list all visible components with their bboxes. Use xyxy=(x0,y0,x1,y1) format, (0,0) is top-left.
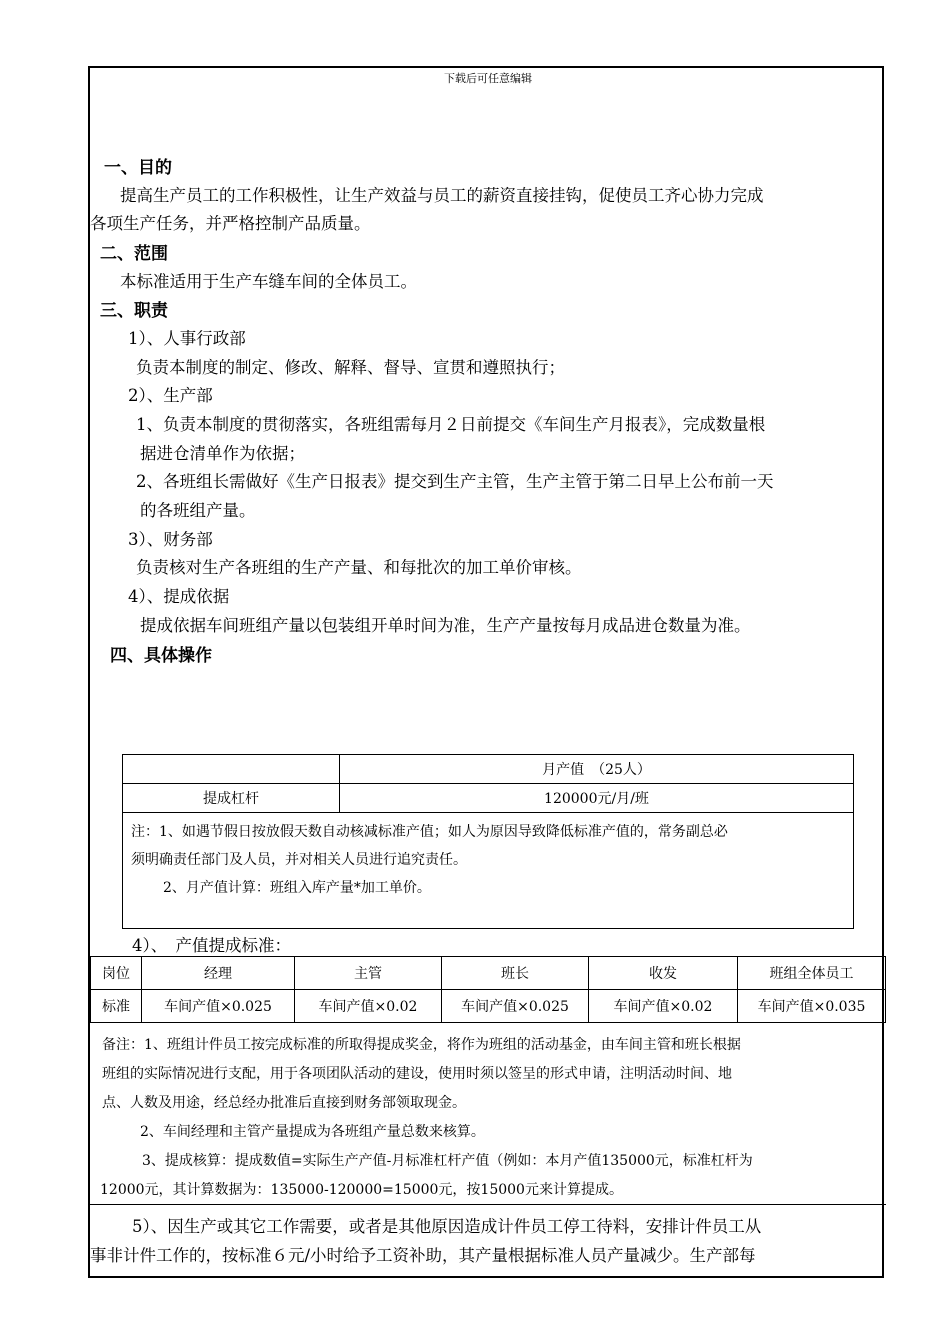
commission-standard-title: 4）、 产值提成标准： xyxy=(132,936,291,955)
hr-dept-title: 1）、人事行政部 xyxy=(128,329,246,348)
document-frame xyxy=(88,66,884,1278)
table2-header-receiving: 收发 xyxy=(589,957,738,990)
section-1-line-1: 提高生产员工的工作积极性，让生产效益与员工的薪资直接挂钩，促使员工齐心协力完成 xyxy=(120,186,764,205)
table2-cell-manager: 车间产值×0.025 xyxy=(142,990,295,1023)
remark-line-1: 备注：1、班组计件员工按完成标准的所取得提成奖金，将作为班组的活动基金，由车间主管和班长根据 xyxy=(102,1037,741,1053)
table1-row-value: 120000元/月/班 xyxy=(340,784,854,813)
section-2-line-1: 本标准适用于生产车缝车间的全体员工。 xyxy=(120,272,417,291)
section-4-title: 四、具体操作 xyxy=(110,646,212,666)
table2-cell-supervisor: 车间产值×0.02 xyxy=(295,990,442,1023)
table1-empty-cell xyxy=(123,755,340,784)
paragraph-5-line-1: 5）、因生产或其它工作需要，或者是其他原因造成计件员工停工待料，安排计件员工从 xyxy=(132,1217,762,1236)
table1-note-line-3: 2、月产值计算：班组入库产量*加工单价。 xyxy=(163,880,431,896)
production-dept-title: 2）、生产部 xyxy=(128,386,213,405)
remark-divider xyxy=(90,1204,886,1205)
section-1-title: 一、目的 xyxy=(104,158,172,178)
table1-note-line-1: 注：1、如遇节假日按放假天数自动核减标准产值；如人为原因导致降低标准产值的，常务副总必 xyxy=(131,824,728,840)
table1-row-label: 提成杠杆 xyxy=(123,784,340,813)
commission-rate-table xyxy=(90,956,886,1023)
table2-header-team-leader: 班长 xyxy=(442,957,589,990)
table1-note-line-2: 须明确责任部门及人员，并对相关人员进行追究责任。 xyxy=(131,852,467,868)
table2-header-position: 岗位 xyxy=(91,957,142,990)
finance-dept-title: 3）、财务部 xyxy=(128,530,213,549)
table2-header-supervisor: 主管 xyxy=(295,957,442,990)
table1-header-monthly-output: 月产值 （25人） xyxy=(340,755,854,784)
section-2-title: 二、范围 xyxy=(100,244,168,264)
remark-line-3: 点、人数及用途，经总经办批准后直接到财务部领取现金。 xyxy=(102,1095,466,1111)
section-3-title: 三、职责 xyxy=(100,301,168,321)
remark-line-4: 2、车间经理和主管产量提成为各班组产量总数来核算。 xyxy=(140,1124,485,1140)
table2-header-all-staff: 班组全体员工 xyxy=(738,957,886,990)
production-dept-line-2: 据进仓清单作为依据； xyxy=(140,444,305,463)
commission-basis-text: 提成依据车间班组产量以包装组开单时间为准，生产产量按每月成品进仓数量为准。 xyxy=(140,616,751,635)
remark-line-2: 班组的实际情况进行支配，用于各项团队活动的建设，使用时须以签呈的形式申请，注明活动时间、地 xyxy=(102,1066,732,1082)
hr-dept-text: 负责本制度的制定、修改、解释、督导、宣贯和遵照执行； xyxy=(136,358,565,377)
header-note: 下载后可任意编辑 xyxy=(444,72,532,85)
table2-row-label: 标准 xyxy=(91,990,142,1023)
table2-cell-receiving: 车间产值×0.02 xyxy=(589,990,738,1023)
table1-notes xyxy=(123,813,854,929)
commission-basis-title: 4）、提成依据 xyxy=(128,587,230,606)
finance-dept-text: 负责核对生产各班组的生产产量、和每批次的加工单价审核。 xyxy=(136,558,582,577)
section-1-line-2: 各项生产任务，并严格控制产品质量。 xyxy=(90,214,371,233)
remark-line-6: 12000元，其计算数据为：135000-120000=15000元，按15000元来计算提成。 xyxy=(100,1182,623,1198)
remark-line-5: 3、提成核算：提成数值=实际生产产值-月标准杠杆产值（例如：本月产值135000元，标准杠杆为 xyxy=(142,1153,753,1169)
production-dept-line-4: 的各班组产量。 xyxy=(140,501,256,520)
table2-header-manager: 经理 xyxy=(142,957,295,990)
production-dept-line-3: 2、各班组长需做好《生产日报表》提交到生产主管，生产主管于第二日早上公布前一天 xyxy=(136,472,774,491)
output-value-table xyxy=(122,754,854,929)
paragraph-5-line-2: 事非计件工作的，按标准６元/小时给予工资补助，其产量根据标准人员产量减少。生产部每 xyxy=(90,1246,756,1265)
table2-cell-all-staff: 车间产值×0.035 xyxy=(738,990,886,1023)
production-dept-line-1: 1、负责本制度的贯彻落实，各班组需每月２日前提交《车间生产月报表》，完成数量根 xyxy=(136,415,766,434)
table2-cell-team-leader: 车间产值×0.025 xyxy=(442,990,589,1023)
